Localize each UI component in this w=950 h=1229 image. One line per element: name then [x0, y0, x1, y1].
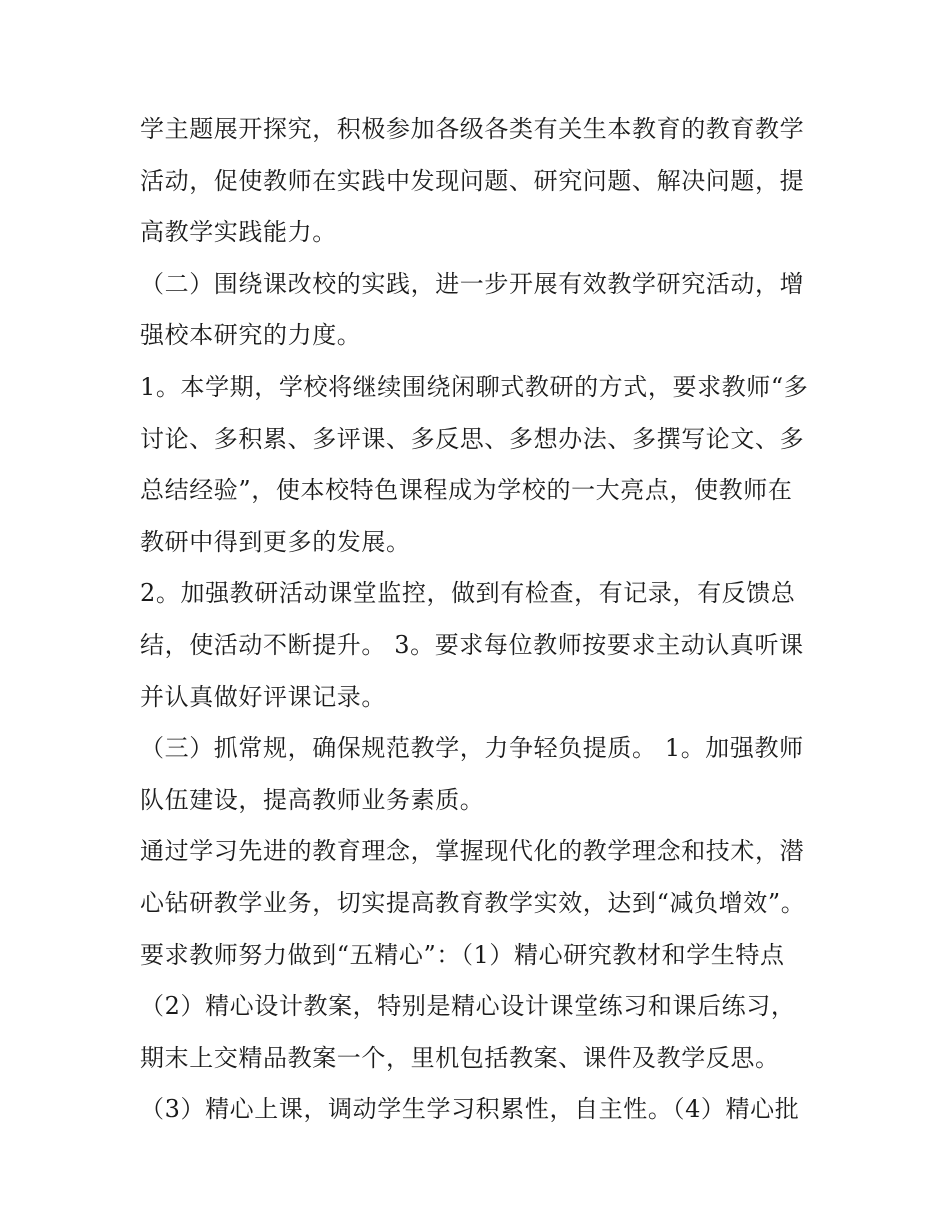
text-line: 通过学习先进的教育理念，掌握现代化的教学理念和技术，潜: [140, 837, 805, 866]
text-line: 高教学实践能力。: [140, 218, 337, 247]
text-line: 2。加强教研活动课堂监控，做到有检查，有记录，有反馈总: [140, 579, 796, 608]
text-line: 总结经验”，使本校特色课程成为学校的一大亮点，使教师在: [140, 476, 793, 505]
text-line: （二）围绕课改校的实践，进一步开展有效教学研究活动，增: [140, 269, 805, 298]
text-line: 讨论、多积累、多评课、多反思、多想办法、多撰写论文、多: [140, 424, 805, 453]
text-line: 并认真做好评课记录。: [140, 682, 386, 711]
document-body: [140, 104, 820, 1136]
text-line: 心钻研教学业务，切实提高教育教学实效，达到“减负增效”。: [140, 888, 806, 917]
text-line: （3）精心上课，调动学生学习积累性，自主性。（4）精心批: [140, 1095, 800, 1124]
text-line: 期末上交精品教案一个，里机包括教案、课件及教学反思。: [140, 1043, 780, 1072]
text-line: 学主题展开探究，积极参加各级各类有关生本教育的教育教学: [140, 115, 805, 143]
text-line: 活动，促使教师在实践中发现问题、研究问题、解决问题，提: [140, 166, 805, 195]
text-line: 强校本研究的力度。: [140, 321, 362, 350]
text-line: 结，使活动不断提升。 3。要求每位教师按要求主动认真听课: [140, 630, 804, 659]
text-line: 要求教师努力做到“五精心”：（1）精心研究教材和学生特点: [140, 940, 785, 969]
text-line: 教研中得到更多的发展。: [140, 527, 411, 556]
text-line: （2）精心设计教案，特别是精心设计课堂练习和课后练习，: [140, 992, 796, 1021]
text-line: 队伍建设，提高教师业务素质。: [140, 785, 485, 814]
text-line: （三）抓常规，确保规范教学，力争轻负提质。 1。加强教师: [140, 734, 804, 763]
text-line: 1。本学期，学校将继续围绕闲聊式教研的方式，要求教师“多: [140, 372, 809, 401]
